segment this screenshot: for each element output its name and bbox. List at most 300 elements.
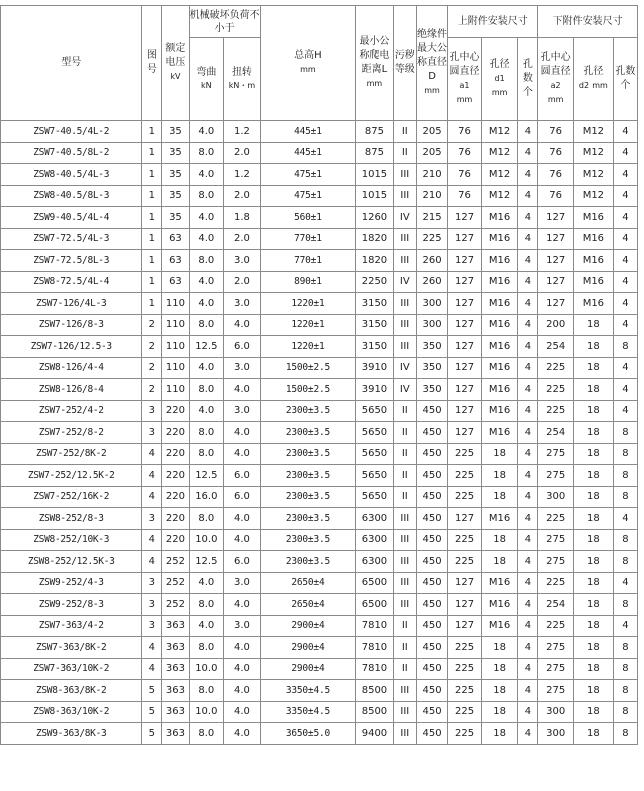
- cell-bending: 8.0: [189, 443, 224, 465]
- cell-figure: 3: [142, 615, 162, 637]
- cell-pollution: III: [393, 314, 416, 336]
- cell-voltage: 252: [162, 594, 189, 616]
- cell-upper-hole-count: 4: [518, 121, 538, 143]
- cell-torsion: 1.2: [224, 164, 261, 186]
- cell-upper-hole-center: 127: [448, 357, 482, 379]
- cell-figure: 3: [142, 594, 162, 616]
- cell-upper-hole-dia: M16: [481, 422, 518, 444]
- cell-creepage: 3150: [356, 336, 394, 358]
- table-row: [1, 723, 638, 745]
- cell-height: 770±1: [260, 250, 355, 272]
- header-creepage: 最小公称爬电距离L mm: [356, 6, 394, 121]
- cell-creepage: 7810: [356, 615, 394, 637]
- table-row: [1, 508, 638, 530]
- table-row: [1, 357, 638, 379]
- cell-figure: 1: [142, 271, 162, 293]
- cell-voltage: 63: [162, 228, 189, 250]
- cell-bending: 4.0: [189, 572, 224, 594]
- cell-creepage: 3910: [356, 379, 394, 401]
- cell-figure: 4: [142, 443, 162, 465]
- cell-creepage: 7810: [356, 637, 394, 659]
- cell-torsion: 4.0: [224, 314, 261, 336]
- cell-lower-hole-count: 4: [613, 314, 637, 336]
- cell-pollution: III: [393, 336, 416, 358]
- cell-bending: 4.0: [189, 228, 224, 250]
- cell-upper-hole-dia: M12: [481, 142, 518, 164]
- cell-figure: 1: [142, 164, 162, 186]
- table-row: [1, 615, 638, 637]
- cell-lower-hole-count: 8: [613, 486, 637, 508]
- cell-torsion: 4.0: [224, 508, 261, 530]
- cell-model: ZSW7-363/8K-2: [1, 637, 142, 659]
- cell-torsion: 3.0: [224, 357, 261, 379]
- cell-lower-hole-center: 225: [538, 379, 574, 401]
- cell-bending: 10.0: [189, 701, 224, 723]
- cell-model: ZSW9-40.5/4L-4: [1, 207, 142, 229]
- cell-upper-hole-dia: M12: [481, 164, 518, 186]
- cell-lower-hole-dia: 18: [573, 357, 613, 379]
- cell-upper-hole-dia: M16: [481, 293, 518, 315]
- cell-upper-hole-count: 4: [518, 293, 538, 315]
- cell-torsion: 6.0: [224, 336, 261, 358]
- cell-insulation-diameter: 450: [416, 508, 447, 530]
- cell-height: 475±1: [260, 185, 355, 207]
- cell-voltage: 35: [162, 164, 189, 186]
- cell-voltage: 363: [162, 680, 189, 702]
- cell-voltage: 363: [162, 637, 189, 659]
- cell-lower-hole-center: 127: [538, 207, 574, 229]
- cell-bending: 4.0: [189, 293, 224, 315]
- cell-voltage: 110: [162, 379, 189, 401]
- cell-lower-hole-center: 127: [538, 271, 574, 293]
- cell-upper-hole-count: 4: [518, 443, 538, 465]
- table-row: [1, 465, 638, 487]
- cell-model: ZSW8-252/8-3: [1, 508, 142, 530]
- cell-torsion: 4.0: [224, 422, 261, 444]
- cell-lower-hole-center: 300: [538, 701, 574, 723]
- cell-creepage: 3910: [356, 357, 394, 379]
- cell-upper-hole-count: 4: [518, 379, 538, 401]
- cell-insulation-diameter: 450: [416, 637, 447, 659]
- cell-bending: 12.5: [189, 336, 224, 358]
- cell-height: 2300±3.5: [260, 443, 355, 465]
- cell-lower-hole-count: 4: [613, 121, 637, 143]
- cell-lower-hole-count: 4: [613, 228, 637, 250]
- cell-voltage: 110: [162, 357, 189, 379]
- cell-model: ZSW9-252/4-3: [1, 572, 142, 594]
- cell-voltage: 363: [162, 615, 189, 637]
- cell-insulation-diameter: 450: [416, 701, 447, 723]
- cell-figure: 4: [142, 637, 162, 659]
- cell-upper-hole-center: 225: [448, 529, 482, 551]
- insulator-spec-table: [0, 5, 638, 745]
- cell-height: 560±1: [260, 207, 355, 229]
- cell-bending: 8.0: [189, 680, 224, 702]
- table-body: [1, 121, 638, 745]
- cell-upper-hole-count: 4: [518, 701, 538, 723]
- cell-lower-hole-center: 225: [538, 357, 574, 379]
- cell-upper-hole-center: 127: [448, 314, 482, 336]
- cell-upper-hole-dia: M16: [481, 615, 518, 637]
- cell-insulation-diameter: 450: [416, 658, 447, 680]
- cell-figure: 4: [142, 486, 162, 508]
- cell-insulation-diameter: 450: [416, 400, 447, 422]
- cell-bending: 8.0: [189, 314, 224, 336]
- cell-voltage: 63: [162, 250, 189, 272]
- cell-creepage: 5650: [356, 400, 394, 422]
- cell-insulation-diameter: 300: [416, 314, 447, 336]
- cell-lower-hole-center: 127: [538, 293, 574, 315]
- cell-upper-hole-count: 4: [518, 207, 538, 229]
- cell-upper-hole-center: 225: [448, 658, 482, 680]
- cell-figure: 5: [142, 680, 162, 702]
- cell-lower-hole-dia: M12: [573, 185, 613, 207]
- cell-model: ZSW8-252/12.5K-3: [1, 551, 142, 573]
- cell-voltage: 220: [162, 529, 189, 551]
- cell-lower-hole-center: 254: [538, 336, 574, 358]
- header-voltage: 额定电压 kV: [162, 6, 189, 121]
- cell-voltage: 110: [162, 314, 189, 336]
- cell-voltage: 220: [162, 465, 189, 487]
- cell-figure: 4: [142, 551, 162, 573]
- cell-insulation-diameter: 210: [416, 164, 447, 186]
- cell-lower-hole-dia: 18: [573, 615, 613, 637]
- cell-upper-hole-count: 4: [518, 680, 538, 702]
- cell-torsion: 2.0: [224, 142, 261, 164]
- cell-creepage: 9400: [356, 723, 394, 745]
- cell-upper-hole-dia: 18: [481, 701, 518, 723]
- cell-voltage: 363: [162, 658, 189, 680]
- cell-bending: 8.0: [189, 142, 224, 164]
- cell-lower-hole-count: 4: [613, 207, 637, 229]
- cell-upper-hole-dia: 18: [481, 443, 518, 465]
- cell-voltage: 35: [162, 185, 189, 207]
- cell-lower-hole-count: 8: [613, 658, 637, 680]
- cell-lower-hole-count: 4: [613, 615, 637, 637]
- cell-upper-hole-dia: 18: [481, 486, 518, 508]
- cell-lower-hole-dia: M16: [573, 228, 613, 250]
- cell-model: ZSW7-40.5/8L-2: [1, 142, 142, 164]
- table-row: [1, 594, 638, 616]
- cell-model: ZSW7-252/8K-2: [1, 443, 142, 465]
- cell-lower-hole-center: 225: [538, 572, 574, 594]
- cell-pollution: II: [393, 486, 416, 508]
- cell-voltage: 220: [162, 422, 189, 444]
- cell-lower-hole-center: 275: [538, 680, 574, 702]
- header-lower-hole-center: 孔中心圆直径 a2 mm: [538, 38, 574, 121]
- cell-lower-hole-center: 225: [538, 400, 574, 422]
- header-insulation-diameter: 绝缘件最大公称直径D mm: [416, 6, 447, 121]
- cell-voltage: 35: [162, 121, 189, 143]
- cell-upper-hole-count: 4: [518, 228, 538, 250]
- cell-creepage: 1015: [356, 164, 394, 186]
- cell-insulation-diameter: 450: [416, 615, 447, 637]
- cell-height: 445±1: [260, 142, 355, 164]
- cell-lower-hole-dia: 18: [573, 465, 613, 487]
- cell-bending: 8.0: [189, 185, 224, 207]
- cell-creepage: 5650: [356, 486, 394, 508]
- cell-pollution: II: [393, 465, 416, 487]
- cell-upper-hole-center: 76: [448, 164, 482, 186]
- cell-lower-hole-count: 8: [613, 529, 637, 551]
- table-row: [1, 637, 638, 659]
- cell-creepage: 1820: [356, 228, 394, 250]
- cell-insulation-diameter: 450: [416, 723, 447, 745]
- cell-creepage: 6300: [356, 551, 394, 573]
- cell-insulation-diameter: 215: [416, 207, 447, 229]
- cell-lower-hole-count: 4: [613, 357, 637, 379]
- cell-creepage: 5650: [356, 465, 394, 487]
- cell-upper-hole-count: 4: [518, 508, 538, 530]
- cell-model: ZSW9-252/8-3: [1, 594, 142, 616]
- cell-height: 2300±3.5: [260, 422, 355, 444]
- cell-figure: 5: [142, 723, 162, 745]
- cell-torsion: 4.0: [224, 701, 261, 723]
- cell-insulation-diameter: 350: [416, 379, 447, 401]
- cell-pollution: IV: [393, 271, 416, 293]
- cell-upper-hole-dia: 18: [481, 551, 518, 573]
- cell-height: 2900±4: [260, 658, 355, 680]
- cell-insulation-diameter: 210: [416, 185, 447, 207]
- cell-figure: 4: [142, 529, 162, 551]
- cell-insulation-diameter: 450: [416, 551, 447, 573]
- table-row: [1, 293, 638, 315]
- cell-figure: 1: [142, 207, 162, 229]
- header-lower-hole-dia: 孔径 d2 mm: [573, 38, 613, 121]
- cell-upper-hole-count: 4: [518, 250, 538, 272]
- cell-voltage: 252: [162, 551, 189, 573]
- cell-bending: 10.0: [189, 529, 224, 551]
- cell-upper-hole-dia: M16: [481, 271, 518, 293]
- header-lower-fitting: 下附件安装尺寸: [538, 6, 638, 38]
- cell-upper-hole-dia: 18: [481, 637, 518, 659]
- cell-upper-hole-center: 225: [448, 443, 482, 465]
- cell-upper-hole-count: 4: [518, 572, 538, 594]
- cell-height: 770±1: [260, 228, 355, 250]
- cell-voltage: 110: [162, 336, 189, 358]
- cell-figure: 1: [142, 185, 162, 207]
- cell-lower-hole-dia: 18: [573, 486, 613, 508]
- cell-model: ZSW8-126/8-4: [1, 379, 142, 401]
- cell-bending: 8.0: [189, 637, 224, 659]
- cell-model: ZSW8-72.5/4L-4: [1, 271, 142, 293]
- cell-insulation-diameter: 450: [416, 422, 447, 444]
- table-row: [1, 379, 638, 401]
- cell-upper-hole-dia: M16: [481, 508, 518, 530]
- cell-lower-hole-center: 300: [538, 486, 574, 508]
- cell-creepage: 1820: [356, 250, 394, 272]
- cell-upper-hole-count: 4: [518, 551, 538, 573]
- table-row: [1, 142, 638, 164]
- cell-voltage: 35: [162, 142, 189, 164]
- cell-height: 445±1: [260, 121, 355, 143]
- cell-creepage: 7810: [356, 658, 394, 680]
- cell-lower-hole-dia: 18: [573, 701, 613, 723]
- cell-insulation-diameter: 205: [416, 121, 447, 143]
- table-row: [1, 314, 638, 336]
- cell-model: ZSW7-252/4-2: [1, 400, 142, 422]
- cell-lower-hole-center: 76: [538, 164, 574, 186]
- cell-insulation-diameter: 225: [416, 228, 447, 250]
- cell-pollution: III: [393, 164, 416, 186]
- cell-creepage: 8500: [356, 701, 394, 723]
- cell-lower-hole-dia: 18: [573, 680, 613, 702]
- cell-upper-hole-center: 225: [448, 637, 482, 659]
- cell-figure: 2: [142, 379, 162, 401]
- table-row: [1, 271, 638, 293]
- cell-model: ZSW7-363/4-2: [1, 615, 142, 637]
- cell-insulation-diameter: 450: [416, 486, 447, 508]
- cell-figure: 5: [142, 701, 162, 723]
- cell-creepage: 6300: [356, 508, 394, 530]
- cell-model: ZSW7-252/12.5K-2: [1, 465, 142, 487]
- header-pollution: 污秽等级: [393, 6, 416, 121]
- cell-height: 2300±3.5: [260, 551, 355, 573]
- cell-upper-hole-count: 4: [518, 486, 538, 508]
- cell-model: ZSW8-126/4-4: [1, 357, 142, 379]
- cell-insulation-diameter: 450: [416, 680, 447, 702]
- cell-upper-hole-center: 127: [448, 572, 482, 594]
- cell-lower-hole-count: 8: [613, 422, 637, 444]
- cell-figure: 3: [142, 422, 162, 444]
- cell-lower-hole-center: 76: [538, 185, 574, 207]
- cell-upper-hole-center: 225: [448, 486, 482, 508]
- cell-torsion: 4.0: [224, 723, 261, 745]
- cell-height: 2900±4: [260, 615, 355, 637]
- cell-pollution: III: [393, 680, 416, 702]
- cell-upper-hole-center: 127: [448, 207, 482, 229]
- cell-lower-hole-dia: 18: [573, 422, 613, 444]
- header-upper-hole-center: 孔中心圆直径 a1 mm: [448, 38, 482, 121]
- cell-torsion: 3.0: [224, 400, 261, 422]
- table-row: [1, 680, 638, 702]
- cell-model: ZSW8-363/10K-2: [1, 701, 142, 723]
- cell-torsion: 2.0: [224, 271, 261, 293]
- header-bending: 弯曲 kN: [189, 38, 224, 121]
- cell-lower-hole-count: 4: [613, 271, 637, 293]
- cell-upper-hole-center: 225: [448, 551, 482, 573]
- cell-insulation-diameter: 450: [416, 465, 447, 487]
- cell-upper-hole-count: 4: [518, 658, 538, 680]
- cell-lower-hole-count: 4: [613, 250, 637, 272]
- cell-bending: 8.0: [189, 250, 224, 272]
- cell-figure: 4: [142, 465, 162, 487]
- cell-bending: 4.0: [189, 400, 224, 422]
- cell-pollution: III: [393, 701, 416, 723]
- cell-lower-hole-dia: M12: [573, 121, 613, 143]
- cell-bending: 4.0: [189, 207, 224, 229]
- cell-upper-hole-center: 76: [448, 185, 482, 207]
- cell-lower-hole-dia: M16: [573, 207, 613, 229]
- cell-upper-hole-dia: M12: [481, 185, 518, 207]
- cell-upper-hole-dia: 18: [481, 529, 518, 551]
- cell-voltage: 220: [162, 443, 189, 465]
- cell-upper-hole-center: 225: [448, 680, 482, 702]
- cell-model: ZSW8-40.5/4L-3: [1, 164, 142, 186]
- cell-figure: 2: [142, 336, 162, 358]
- cell-lower-hole-center: 225: [538, 508, 574, 530]
- cell-creepage: 6500: [356, 594, 394, 616]
- cell-pollution: IV: [393, 207, 416, 229]
- cell-model: ZSW7-40.5/4L-2: [1, 121, 142, 143]
- cell-upper-hole-center: 127: [448, 293, 482, 315]
- cell-torsion: 4.0: [224, 594, 261, 616]
- cell-upper-hole-dia: M16: [481, 400, 518, 422]
- cell-upper-hole-count: 4: [518, 164, 538, 186]
- cell-pollution: II: [393, 422, 416, 444]
- cell-insulation-diameter: 300: [416, 293, 447, 315]
- cell-upper-hole-dia: 18: [481, 723, 518, 745]
- cell-pollution: III: [393, 594, 416, 616]
- cell-upper-hole-count: 4: [518, 615, 538, 637]
- cell-creepage: 2250: [356, 271, 394, 293]
- cell-upper-hole-center: 127: [448, 508, 482, 530]
- cell-voltage: 252: [162, 572, 189, 594]
- cell-bending: 4.0: [189, 271, 224, 293]
- cell-figure: 1: [142, 121, 162, 143]
- cell-lower-hole-count: 4: [613, 142, 637, 164]
- cell-lower-hole-count: 8: [613, 680, 637, 702]
- cell-creepage: 3150: [356, 293, 394, 315]
- cell-upper-hole-dia: M16: [481, 207, 518, 229]
- cell-upper-hole-dia: M16: [481, 314, 518, 336]
- cell-lower-hole-count: 4: [613, 185, 637, 207]
- cell-lower-hole-dia: M16: [573, 293, 613, 315]
- cell-pollution: II: [393, 443, 416, 465]
- table-row: [1, 121, 638, 143]
- cell-lower-hole-center: 225: [538, 615, 574, 637]
- cell-pollution: II: [393, 637, 416, 659]
- cell-lower-hole-center: 275: [538, 529, 574, 551]
- cell-bending: 4.0: [189, 164, 224, 186]
- cell-lower-hole-dia: 18: [573, 529, 613, 551]
- cell-figure: 4: [142, 658, 162, 680]
- cell-lower-hole-count: 8: [613, 637, 637, 659]
- cell-creepage: 3150: [356, 314, 394, 336]
- cell-model: ZSW7-126/4L-3: [1, 293, 142, 315]
- cell-lower-hole-count: 4: [613, 508, 637, 530]
- cell-pollution: III: [393, 250, 416, 272]
- cell-bending: 4.0: [189, 357, 224, 379]
- cell-upper-hole-dia: 18: [481, 680, 518, 702]
- cell-upper-hole-count: 4: [518, 465, 538, 487]
- table-row: [1, 551, 638, 573]
- cell-lower-hole-center: 275: [538, 465, 574, 487]
- header-mechanical-load: 机械破坏负荷不小于: [189, 6, 260, 38]
- cell-pollution: III: [393, 529, 416, 551]
- cell-upper-hole-center: 127: [448, 379, 482, 401]
- cell-height: 890±1: [260, 271, 355, 293]
- cell-lower-hole-count: 4: [613, 379, 637, 401]
- cell-height: 2650±4: [260, 594, 355, 616]
- cell-lower-hole-count: 8: [613, 443, 637, 465]
- cell-lower-hole-dia: 18: [573, 336, 613, 358]
- cell-insulation-diameter: 450: [416, 594, 447, 616]
- cell-figure: 3: [142, 400, 162, 422]
- cell-height: 2300±3.5: [260, 508, 355, 530]
- cell-height: 3350±4.5: [260, 701, 355, 723]
- cell-bending: 4.0: [189, 615, 224, 637]
- cell-lower-hole-center: 275: [538, 551, 574, 573]
- cell-height: 1220±1: [260, 314, 355, 336]
- cell-upper-hole-dia: M16: [481, 250, 518, 272]
- cell-model: ZSW8-252/10K-3: [1, 529, 142, 551]
- cell-height: 2300±3.5: [260, 486, 355, 508]
- cell-lower-hole-dia: 18: [573, 379, 613, 401]
- cell-lower-hole-count: 4: [613, 400, 637, 422]
- cell-upper-hole-center: 225: [448, 465, 482, 487]
- table-row: [1, 185, 638, 207]
